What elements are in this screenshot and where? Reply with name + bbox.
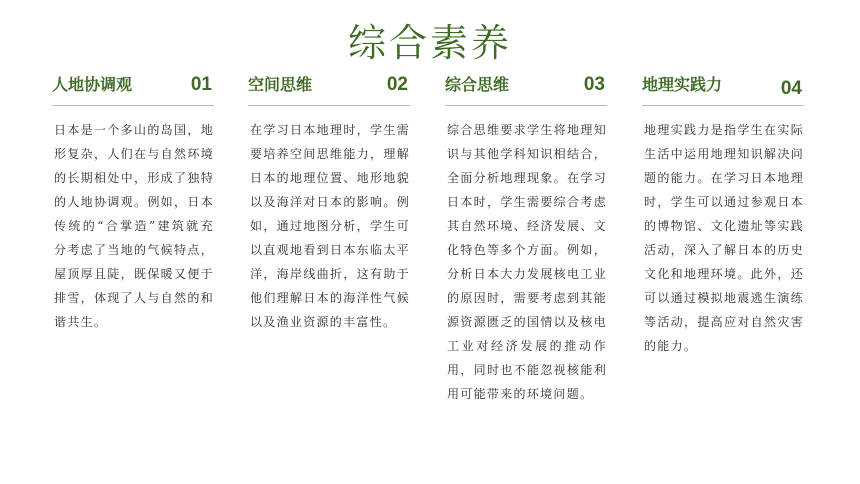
section-header [445, 72, 607, 102]
section-name: 综合思维 [445, 75, 510, 94]
section-body: 日本是一个多山的岛国，地形复杂，人们在与自然环境的长期相处中，形成了独特的人地协调观。例如，日本传统的“合掌造”建筑就充分考虑了当地的气候特点，屋顶厚且陡，既保暖又便于排雪，体现了人与自然的和谐共生。 [54, 123, 214, 329]
divider [445, 105, 607, 106]
section-body: 地理实践力是指学生在实际生活中运用地理知识解决问题的能力。在学习日本地理时，学生可以通过参观日本的博物馆、文化遗址等实践活动，深入了解日本的历史文化和地理环境。此外，还可以通过模拟地震逃生演练等活动，提高应对自然灾害的能力。 [644, 123, 804, 353]
section-number: 04 [780, 78, 802, 99]
section-spatial-thinking [248, 72, 410, 334]
section-number: 01 [190, 74, 212, 95]
section-body: 综合思维要求学生将地理知识与其他学科知识相结合，全面分析地理现象。在学习日本时，学生需要综合考虑其自然环境、经济发展、文化特色等多个方面。例如，分析日本大力发展核电工业的原因时，需要考虑到其能源资源匮乏的国情以及核电工业对经济发展的推动作用，同时也不能忽视核能利用可能带来的环境问题。 [447, 123, 607, 401]
section-body: 在学习日本地理时，学生需要培养空间思维能力，理解日本的地理位置、地形地貌以及海洋对日本的影响。例如，通过地图分析，学生可以直观地看到日本东临太平洋，海岸线曲折，这有助于他们理解日本的海洋性气候以及渔业资源的丰富性。 [250, 123, 410, 329]
section-number: 02 [386, 74, 408, 95]
section-integrated-thinking [445, 72, 607, 406]
divider [52, 105, 214, 106]
section-geographic-practice [642, 72, 804, 358]
section-name: 空间思维 [248, 75, 313, 94]
section-header [248, 72, 410, 102]
section-name: 地理实践力 [642, 75, 723, 94]
section-header [52, 72, 214, 102]
section-name: 人地协调观 [52, 75, 133, 94]
section-human-land-harmony [52, 72, 214, 334]
section-number: 03 [583, 74, 605, 95]
divider [642, 105, 804, 106]
section-header [642, 72, 804, 102]
page-title: 综合素养 [347, 21, 512, 65]
divider [248, 105, 410, 106]
